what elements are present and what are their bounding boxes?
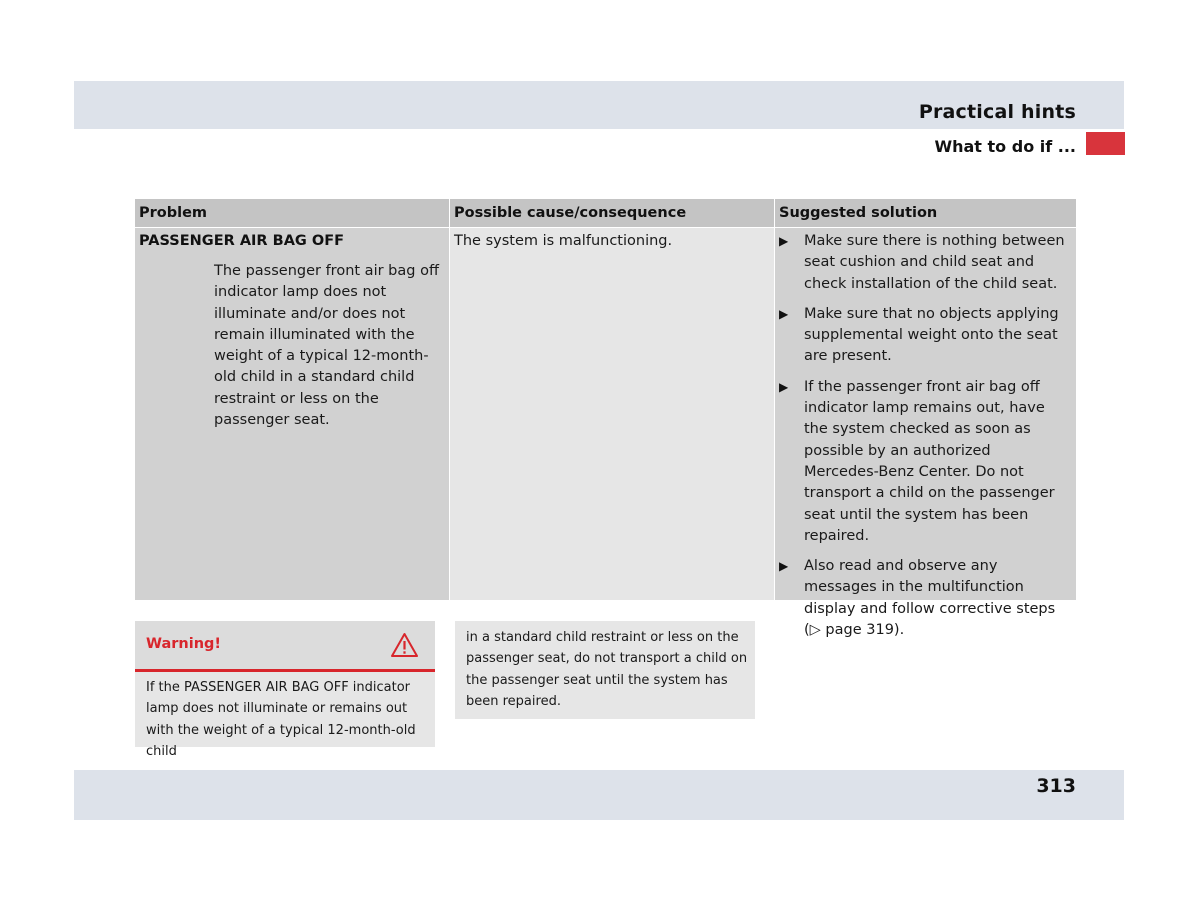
header-problem: Problem xyxy=(135,199,449,227)
solution-text: If the passenger front air bag off indicator lamp remains out, have the system checked as soon as possible by an authorized Mercedes-Benz Center. Do not transport a child on the passenger seat until the system has been repaired. xyxy=(804,378,1055,544)
bullet-arrow-icon: ▶ xyxy=(779,559,789,574)
solution-item xyxy=(775,304,1076,368)
warning-continuation-text: in a standard child restraint or less on the passenger seat, do not transport a child on the passenger seat until the system has been repaired. xyxy=(466,630,748,709)
solution-text: Make sure there is nothing between seat cushion and child seat and check installation of the child seat. xyxy=(804,233,1065,292)
warning-divider xyxy=(135,669,435,672)
bullet-arrow-icon: ▶ xyxy=(779,306,789,321)
warning-continuation-box xyxy=(455,621,755,719)
solution-item xyxy=(775,231,1076,295)
solution-text: Also read and observe any messages in the multifunction display and follow corrective steps (▷ page 319). xyxy=(804,558,1056,639)
warning-text: If the PASSENGER AIR BAG OFF indicator lamp does not illuminate or remains out with the weight of a typical 12-month-old child xyxy=(146,680,416,759)
section-title: Practical hints xyxy=(918,101,1076,123)
solution-text: Make sure that no objects applying supplemental weight onto the seat are present. xyxy=(804,305,1059,365)
bullet-arrow-icon: ▶ xyxy=(779,379,789,394)
warning-triangle-icon xyxy=(390,632,419,658)
warning-title: Warning! xyxy=(146,636,222,652)
solution-list xyxy=(775,231,1076,650)
header-divider xyxy=(135,227,1076,228)
bullet-arrow-icon: ▶ xyxy=(779,234,789,248)
section-tab-marker xyxy=(1086,132,1125,155)
footer-band xyxy=(74,770,1124,820)
header-cause: Possible cause/consequence xyxy=(450,199,774,227)
solution-item xyxy=(775,556,1076,641)
table-header-row xyxy=(135,199,1076,227)
troubleshooting-table xyxy=(135,199,1076,639)
page-number: 313 xyxy=(1036,775,1076,797)
problem-description: The passenger front air bag off indicator lamp does not illuminate and/or does not remain illuminated with the weight of a typical 12-month-old child in a standard child restraint or less on the passenger seat. xyxy=(214,263,439,429)
header-solution: Suggested solution xyxy=(775,199,1076,227)
cause-column xyxy=(450,199,774,600)
cause-text: The system is malfunctioning. xyxy=(454,233,673,249)
problem-title: PASSENGER AIR BAG OFF xyxy=(139,233,345,249)
solution-item xyxy=(775,377,1076,547)
subsection-title: What to do if ... xyxy=(934,137,1076,156)
